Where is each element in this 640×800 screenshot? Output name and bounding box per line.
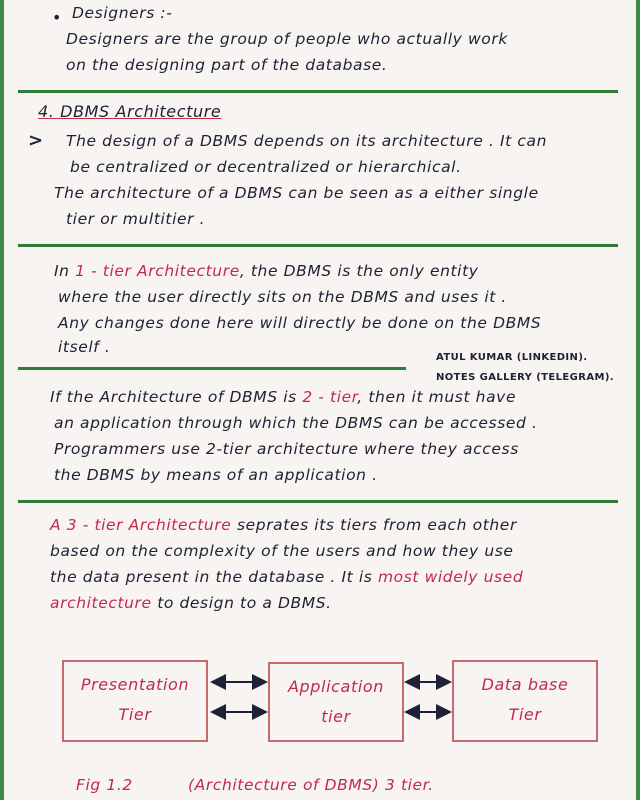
tier1-line-3: Any changes done here will directly be done on the DBMS bbox=[58, 314, 542, 332]
presentation-tier-label-1: Presentation bbox=[80, 675, 190, 694]
tier1-highlight: 1 - tier Architecture bbox=[75, 262, 240, 280]
credit-telegram: NOTES GALLERY (TELEGRAM). bbox=[436, 372, 614, 383]
designers-line-2: on the designing part of the database. bbox=[66, 56, 388, 74]
tier1-line-1 bbox=[54, 262, 616, 280]
tier3-line-3-text: the data present in the database . It is bbox=[50, 568, 378, 586]
tier2-line-2: an application through which the DBMS can be accessed . bbox=[54, 414, 538, 432]
section4-line-3: The architecture of a DBMS can be seen as a either single bbox=[54, 184, 539, 202]
tier2-prefix: If the Architecture of DBMS is bbox=[50, 388, 303, 406]
separator-4 bbox=[18, 500, 618, 503]
tier3-line-3 bbox=[50, 568, 616, 586]
database-tier-label-1: Data base bbox=[481, 675, 569, 694]
tier3-architecture-word: architecture bbox=[50, 594, 152, 612]
separator-3 bbox=[18, 367, 406, 370]
section4-line-1: The design of a DBMS depends on its architecture . It can bbox=[66, 132, 548, 150]
section-heading bbox=[38, 102, 616, 121]
database-tier-label-2: Tier bbox=[508, 705, 542, 724]
arrows-presentation-application bbox=[208, 668, 270, 728]
tier3-line-1 bbox=[50, 516, 616, 534]
arrow-marker: > bbox=[28, 130, 44, 151]
section4-line-2: be centralized or decentralized or hierarchical. bbox=[70, 158, 462, 176]
tier3-line-4 bbox=[50, 594, 616, 612]
arrows-application-database bbox=[402, 668, 454, 728]
tier2-line-1 bbox=[50, 388, 616, 406]
tier1-rest: , the DBMS is the only entity bbox=[239, 262, 479, 280]
application-tier-box bbox=[268, 662, 404, 742]
tier1-prefix: In bbox=[54, 262, 76, 280]
tier3-line-2: based on the complexity of the users and how they use bbox=[50, 542, 514, 560]
section-number: 4. bbox=[38, 102, 55, 121]
tier1-line-2: where the user directly sits on the DBMS and uses it . bbox=[58, 288, 507, 306]
tier2-rest: , then it must have bbox=[357, 388, 517, 406]
bullet: • bbox=[52, 8, 62, 27]
database-tier-box bbox=[452, 660, 598, 742]
designers-title: Designers :- bbox=[72, 4, 173, 22]
credit-linkedin: ATUL KUMAR (LINKEDIN). bbox=[436, 352, 588, 363]
presentation-tier-label-2: Tier bbox=[118, 705, 152, 724]
tier2-highlight: 2 - tier bbox=[302, 388, 358, 406]
section-title: DBMS Architecture bbox=[60, 102, 222, 121]
designers-line-1: Designers are the group of people who actually work bbox=[66, 30, 508, 48]
section4-line-4: tier or multitier . bbox=[66, 210, 206, 228]
application-tier-label-1: Application bbox=[288, 677, 384, 696]
tier1-line-4: itself . bbox=[58, 338, 111, 356]
application-tier-label-2: tier bbox=[321, 707, 351, 726]
figure-caption: (Architecture of DBMS) 3 tier. bbox=[188, 776, 434, 794]
presentation-tier-box bbox=[62, 660, 208, 742]
tier3-highlight: A 3 - tier Architecture bbox=[50, 516, 232, 534]
tier3-rest: seprates its tiers from each other bbox=[231, 516, 517, 534]
tier3-line-4-rest: to design to a DBMS. bbox=[151, 594, 332, 612]
tier2-line-3: Programmers use 2-tier architecture where they access bbox=[54, 440, 519, 458]
figure-number: Fig 1.2 bbox=[76, 776, 133, 794]
tier2-line-4: the DBMS by means of an application . bbox=[54, 466, 378, 484]
tier3-most-widely-used: most widely used bbox=[377, 568, 524, 586]
separator-2 bbox=[18, 244, 618, 247]
separator-1 bbox=[18, 90, 618, 93]
